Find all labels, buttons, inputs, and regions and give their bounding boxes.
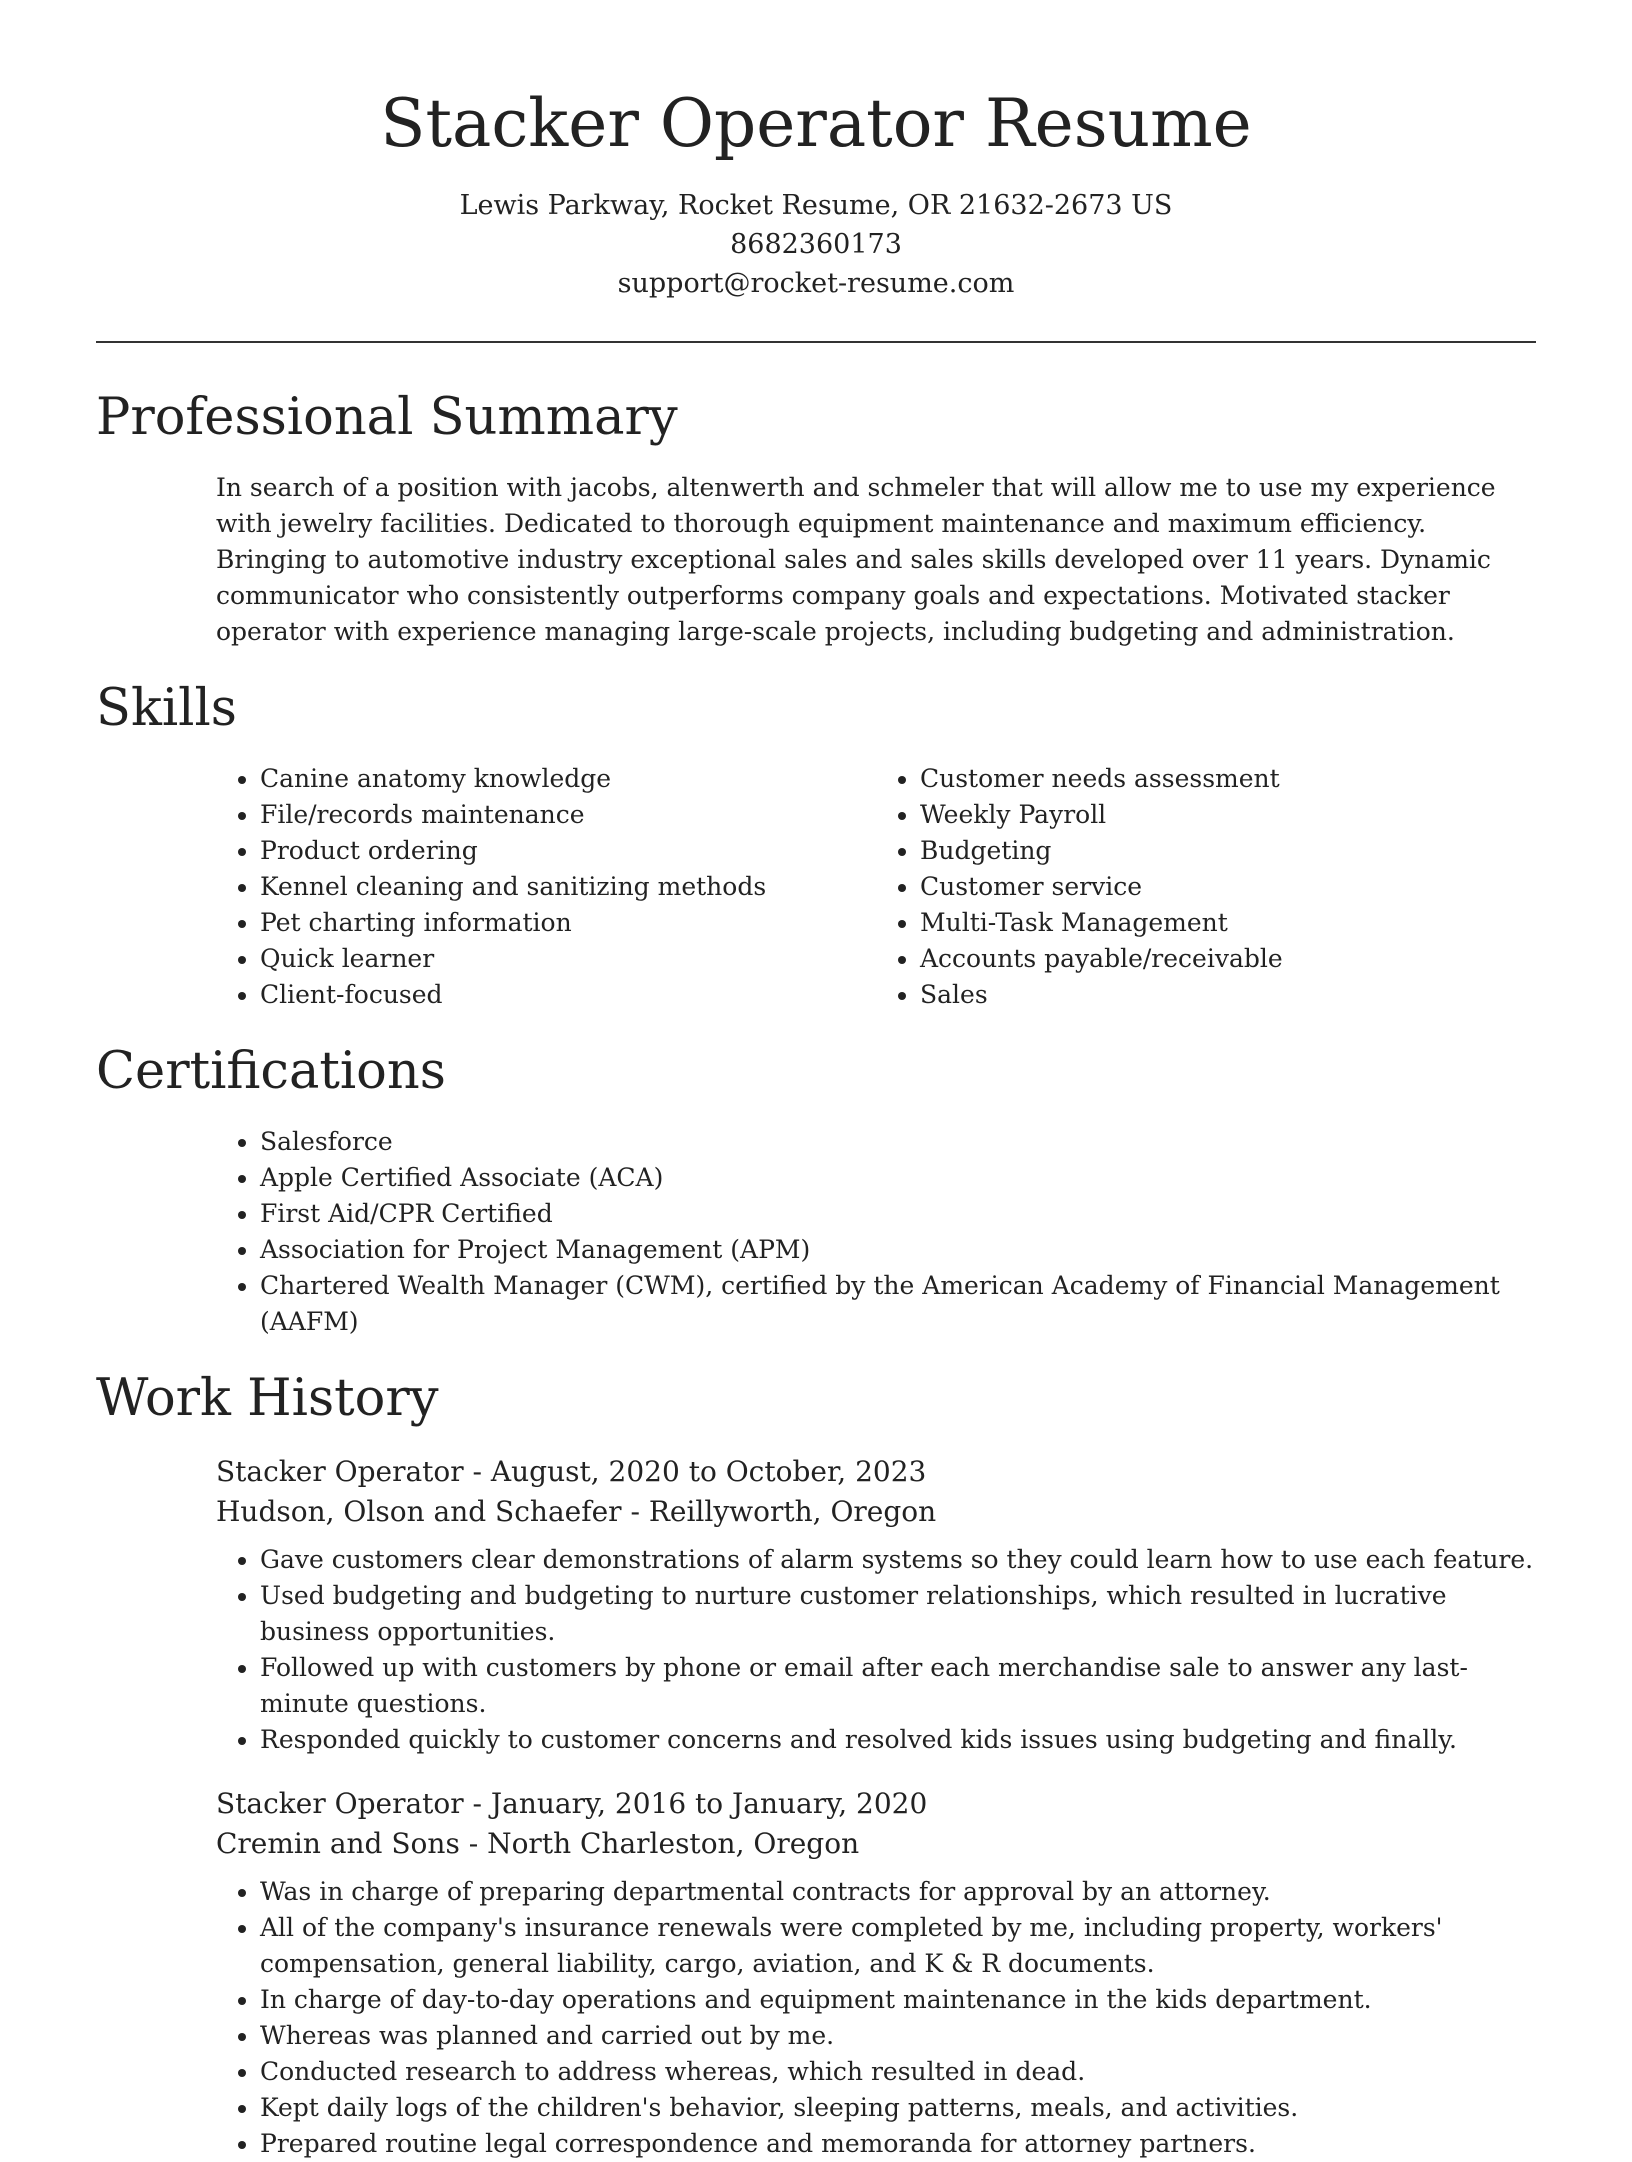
- list-item: • Canine anatomy knowledge: [260, 761, 876, 797]
- job-entry: [216, 1452, 1536, 1758]
- job-location: North Charleston, Oregon: [487, 1826, 860, 1860]
- job-company: Hudson, Olson and Schaefer: [216, 1494, 622, 1528]
- skills-column-left: [216, 761, 876, 1013]
- resume-header: [96, 0, 1536, 303]
- skills-column-right: [876, 761, 1536, 1013]
- job-dates: August, 2020 to October, 2023: [490, 1454, 927, 1488]
- job-entry: [216, 1784, 1536, 2162]
- list-item: • Sales: [920, 977, 1536, 1013]
- list-item: • In charge of day-to-day operations and equipment maintenance in the kids department.: [260, 1982, 1536, 2018]
- list-item: • Whereas was planned and carried out by me.: [260, 2018, 1536, 2054]
- list-item: • Product ordering: [260, 833, 876, 869]
- list-item: • Multi-Task Management: [920, 905, 1536, 941]
- list-item: • Kennel cleaning and sanitizing methods: [260, 869, 876, 905]
- contact-address: Lewis Parkway, Rocket Resume, OR 21632-2673 US: [459, 189, 1173, 221]
- job-title: Stacker Operator: [216, 1786, 464, 1820]
- contact-phone: 8682360173: [730, 228, 902, 260]
- contact-email: support@rocket-resume.com: [617, 267, 1015, 299]
- list-item: • File/records maintenance: [260, 797, 876, 833]
- list-item: • Kept daily logs of the children's behavior, sleeping patterns, meals, and activities.: [260, 2090, 1536, 2126]
- list-item: • Responded quickly to customer concerns and resolved kids issues using budgeting and finally.: [260, 1722, 1536, 1758]
- list-item: • Used budgeting and budgeting to nurture customer relationships, which resulted in lucrative business opportunities.: [260, 1578, 1536, 1650]
- list-item: • Customer needs assessment: [920, 761, 1536, 797]
- job-title-line: Stacker Operator - August, 2020 to October, 2023: [216, 1454, 927, 1488]
- skills-heading: Skills: [96, 679, 237, 739]
- job-duties: [216, 1874, 1536, 2162]
- work-history-heading: Work History: [96, 1369, 439, 1429]
- job-title: Stacker Operator: [216, 1454, 464, 1488]
- list-item: • Apple Certified Associate (ACA): [260, 1160, 1536, 1196]
- job-company-line: Hudson, Olson and Schaefer - Reillyworth, Oregon: [216, 1494, 937, 1528]
- job-dates: January, 2016 to January, 2020: [490, 1786, 928, 1820]
- list-item: • First Aid/CPR Certified: [260, 1196, 1536, 1232]
- list-item: • Chartered Wealth Manager (CWM), certified by the American Academy of Financial Management (AAFM): [260, 1268, 1536, 1340]
- list-item: • Customer service: [920, 869, 1536, 905]
- list-item: • Quick learner: [260, 941, 876, 977]
- list-item: • Was in charge of preparing departmental contracts for approval by an attorney.: [260, 1874, 1536, 1910]
- skills-list: [216, 761, 1536, 1013]
- certifications-list: [216, 1124, 1536, 1340]
- summary-text: In search of a position with jacobs, altenwerth and schmeler that will allow me to use my experience with jewelry facilities. Dedicated to thorough equipment maintenance and maximum efficiency. Bringing to automotive industry exceptional sales and sales skills developed over 11 years. Dynamic communicator who consistently outperforms company goals and expectations. Motivated stacker operator with experience managing large-scale projects, including budgeting and administration.: [216, 473, 1496, 647]
- job-duties: [216, 1542, 1536, 1758]
- summary-heading: Professional Summary: [96, 387, 678, 447]
- list-item: • Accounts payable/receivable: [920, 941, 1536, 977]
- job-company-line: Cremin and Sons - North Charleston, Oregon: [216, 1826, 860, 1860]
- list-item: • All of the company's insurance renewals were completed by me, including property, workers' compensation, general liability, cargo, aviation, and K & R documents.: [260, 1910, 1536, 1982]
- list-item: • Salesforce: [260, 1124, 1536, 1160]
- list-item: • Association for Project Management (APM): [260, 1232, 1536, 1268]
- page-title: Stacker Operator Resume: [380, 85, 1252, 162]
- list-item: • Client-focused: [260, 977, 876, 1013]
- header-divider: [96, 341, 1536, 343]
- list-item: • Pet charting information: [260, 905, 876, 941]
- list-item: • Budgeting: [920, 833, 1536, 869]
- list-item: • Conducted research to address whereas, which resulted in dead.: [260, 2054, 1536, 2090]
- list-item: • Prepared routine legal correspondence and memoranda for attorney partners.: [260, 2126, 1536, 2162]
- list-item: • Followed up with customers by phone or email after each merchandise sale to answer any last-minute questions.: [260, 1650, 1536, 1722]
- job-title-line: Stacker Operator - January, 2016 to January, 2020: [216, 1786, 928, 1820]
- list-item: • Gave customers clear demonstrations of alarm systems so they could learn how to use each feature.: [260, 1542, 1536, 1578]
- certifications-heading: Certifications: [96, 1042, 446, 1102]
- job-company: Cremin and Sons: [216, 1826, 460, 1860]
- job-location: Reillyworth, Oregon: [648, 1494, 937, 1528]
- list-item: • Weekly Payroll: [920, 797, 1536, 833]
